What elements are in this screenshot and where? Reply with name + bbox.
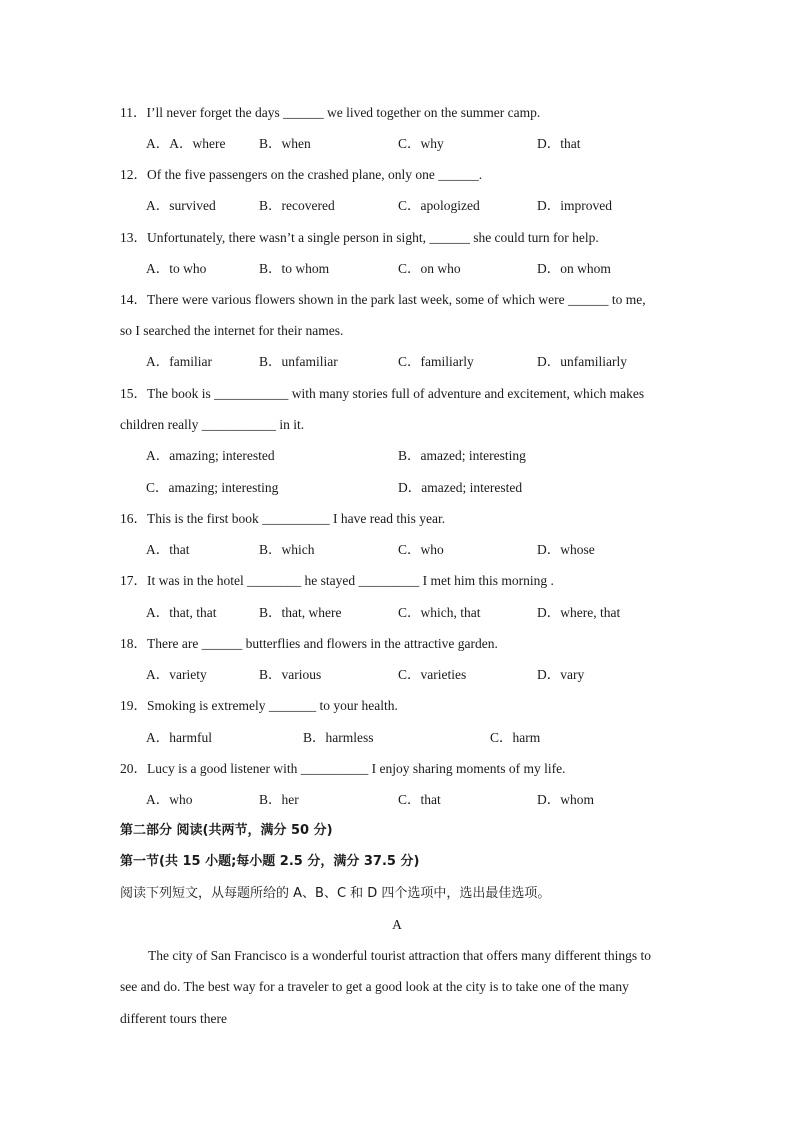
question-13-option-b: B．to whom: [259, 261, 330, 276]
question-12-option-c: C．apologized: [398, 198, 480, 213]
question-16-line-1: 16．This is the first book __________ I have read this year.: [120, 511, 446, 526]
question-20-line-1: 20．Lucy is a good listener with __________ I enjoy sharing moments of my life.: [120, 761, 566, 776]
question-18-line-1: 18．There are ______ butterflies and flowers in the attractive garden.: [120, 636, 498, 651]
question-19-option-b: B．harmless: [303, 730, 374, 745]
question-20-option-b: B．her: [259, 792, 299, 807]
section-instruction: 阅读下列短文，从每题所给的 A、B、C 和 D 四个选项中，选出最佳选项。: [120, 886, 551, 901]
question-11-option-d: D．that: [537, 136, 581, 151]
question-11-option-c: C．why: [398, 136, 444, 151]
question-17-option-c: C．which, that: [398, 605, 481, 620]
question-15-line-1: 15．The book is ___________ with many stories full of adventure and excitement, which makes: [120, 386, 645, 401]
question-20-option-c: C．that: [398, 792, 441, 807]
question-14-option-c: C．familiarly: [398, 354, 474, 369]
question-16-option-d: D．whose: [537, 542, 595, 557]
question-17-option-a: A．that, that: [146, 605, 217, 620]
question-13-option-a: A．to who: [146, 261, 207, 276]
question-18-option-d: D．vary: [537, 667, 585, 682]
passage-line-3: different tours there: [120, 1011, 227, 1026]
question-20-option-a: A．who: [146, 792, 193, 807]
question-20-option-d: D．whom: [537, 792, 594, 807]
question-14-option-d: D．unfamiliarly: [537, 354, 627, 369]
question-14-option-a: A．familiar: [146, 354, 212, 369]
question-18-option-c: C．varieties: [398, 667, 467, 682]
question-12-line-1: 12．Of the five passengers on the crashed plane, only one ______.: [120, 167, 483, 182]
question-13-line-1: 13．Unfortunately, there wasn’t a single person in sight, ______ she could turn for help.: [120, 230, 599, 245]
section-subsection-title: 第一节(共 15 小题;每小题 2.5 分，满分 37.5 分): [120, 854, 420, 869]
question-14-line-1: 14．There were various flowers shown in the park last week, some of which were ______ to me,: [120, 292, 646, 307]
question-13-option-c: C．on who: [398, 261, 461, 276]
question-15-option-b: B．amazed; interesting: [398, 448, 526, 463]
question-11-option-b: B．when: [259, 136, 311, 151]
question-16-option-a: A．that: [146, 542, 190, 557]
question-17-option-d: D．where, that: [537, 605, 621, 620]
section-part-title: 第二部分 阅读(共两节，满分 50 分): [120, 823, 333, 838]
question-11-option-a: A．A．where: [146, 136, 226, 151]
question-11-line-1: 11．I’ll never forget the days ______ we lived together on the summer camp.: [120, 105, 541, 120]
question-13-option-d: D．on whom: [537, 261, 611, 276]
question-19-option-c: C．harm: [490, 730, 541, 745]
question-15-line-2: children really ___________ in it.: [120, 417, 305, 432]
passage-line-2: see and do. The best way for a traveler to get a good look at the city is to take one of the many: [120, 979, 629, 994]
question-12-option-a: A．survived: [146, 198, 216, 213]
question-12-option-d: D．improved: [537, 198, 612, 213]
question-19-option-a: A．harmful: [146, 730, 212, 745]
question-14-line-2: so I searched the internet for their names.: [120, 323, 344, 338]
question-15-option-d: D．amazed; interested: [398, 480, 523, 495]
passage-label: A: [392, 917, 402, 932]
question-15-option-c: C．amazing; interesting: [146, 480, 279, 495]
question-16-option-b: B．which: [259, 542, 315, 557]
question-18-option-a: A．variety: [146, 667, 207, 682]
question-16-option-c: C．who: [398, 542, 444, 557]
passage-line-1: The city of San Francisco is a wonderful tourist attraction that offers many different things to: [148, 948, 652, 963]
question-15-option-a: A．amazing; interested: [146, 448, 275, 463]
question-14-option-b: B．unfamiliar: [259, 354, 338, 369]
question-19-line-1: 19．Smoking is extremely _______ to your health.: [120, 698, 398, 713]
question-12-option-b: B．recovered: [259, 198, 335, 213]
question-17-line-1: 17．It was in the hotel ________ he stayed _________ I met him this morning .: [120, 573, 554, 588]
question-18-option-b: B．various: [259, 667, 322, 682]
question-17-option-b: B．that, where: [259, 605, 342, 620]
